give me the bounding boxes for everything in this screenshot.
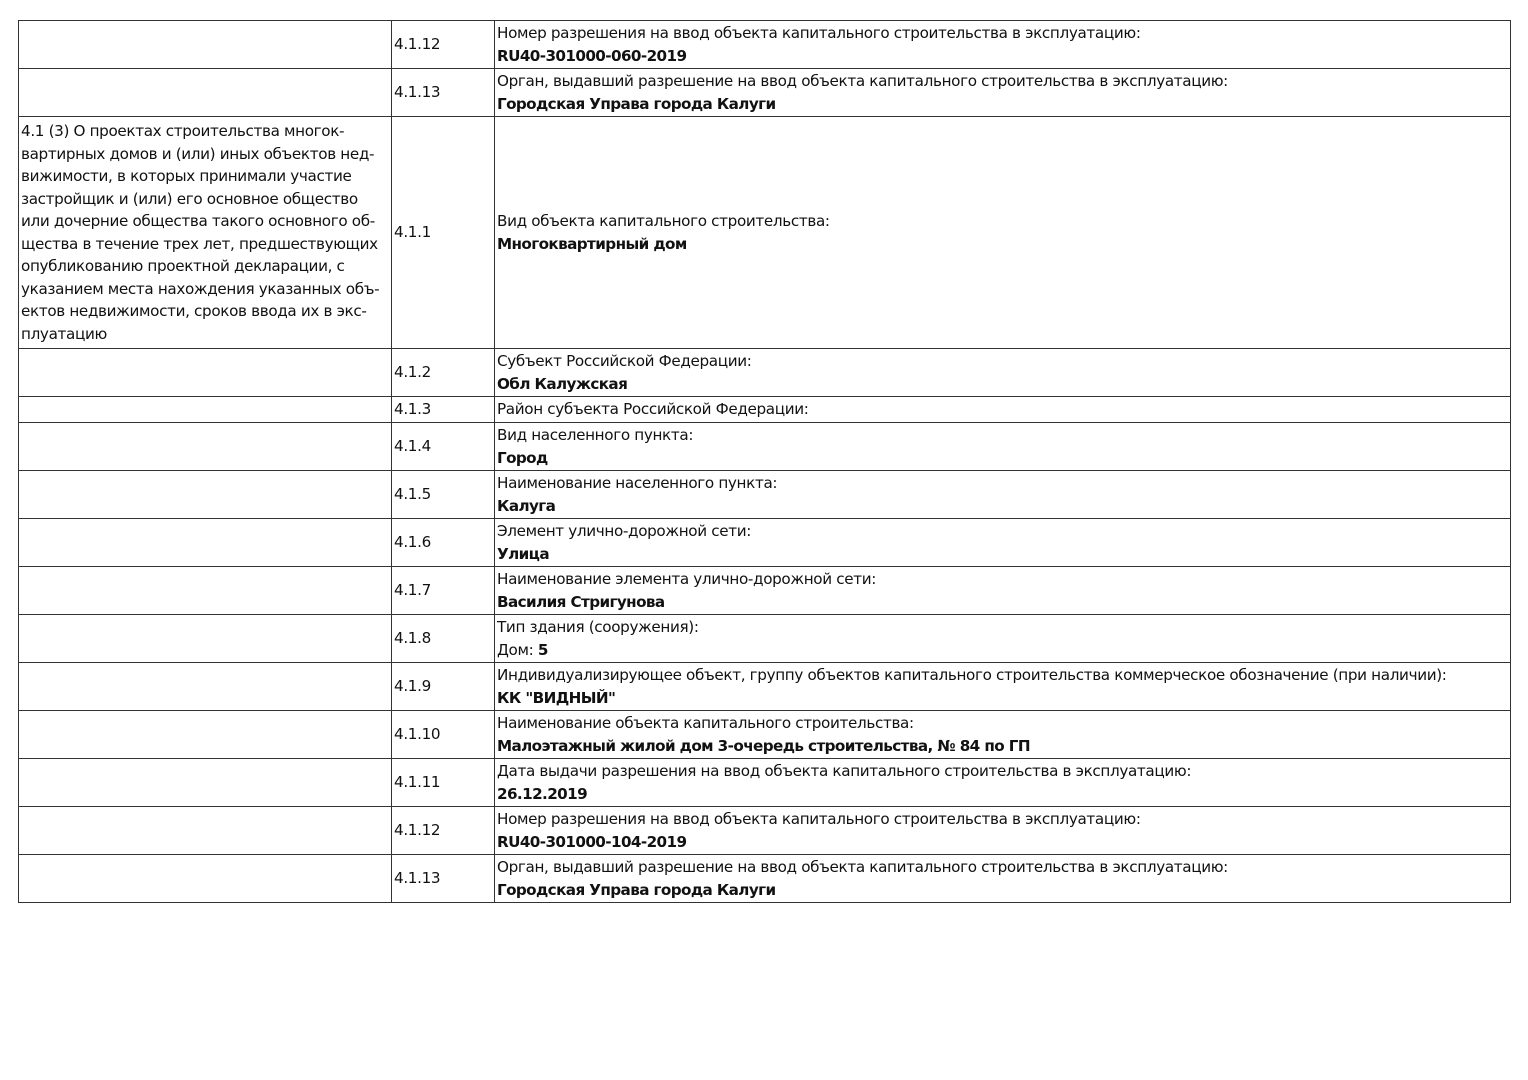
code-cell: 4.1.12 [392, 807, 495, 855]
code-cell: 4.1.9 [392, 663, 495, 711]
content-cell [495, 519, 1511, 567]
table-row [19, 711, 1511, 759]
section-cell [19, 567, 392, 615]
table-row [19, 423, 1511, 471]
section-cell [19, 807, 392, 855]
code-cell: 4.1.2 [392, 349, 495, 397]
code-cell: 4.1.8 [392, 615, 495, 663]
content-cell [495, 759, 1511, 807]
section-cell [19, 663, 392, 711]
field-label: Индивидуализирующее объект, группу объектов капитального строительства коммерческое обозначение (при наличии): [497, 666, 1447, 684]
declaration-table [18, 20, 1511, 903]
content-cell [495, 21, 1511, 69]
field-value: Многоквартирный дом [497, 234, 687, 253]
table-row [19, 397, 1511, 423]
field-label: Орган, выдавший разрешение на ввод объекта капитального строительства в эксплуатацию: [497, 858, 1228, 876]
section-cell [19, 349, 392, 397]
section-cell [19, 471, 392, 519]
field-value: RU40-301000-060-2019 [497, 46, 687, 65]
code-cell: 4.1.1 [392, 117, 495, 349]
table-row [19, 663, 1511, 711]
code-cell: 4.1.12 [392, 21, 495, 69]
field-value: Город [497, 448, 548, 467]
section-cell [19, 711, 392, 759]
table-row [19, 21, 1511, 69]
code-cell: 4.1.3 [392, 397, 495, 423]
table-row [19, 567, 1511, 615]
section-cell [19, 855, 392, 903]
field-value: КК "ВИДНЫЙ" [497, 688, 616, 707]
table-row [19, 519, 1511, 567]
content-cell [495, 349, 1511, 397]
code-cell: 4.1.6 [392, 519, 495, 567]
content-cell [495, 69, 1511, 117]
code-cell: 4.1.10 [392, 711, 495, 759]
field-label: Элемент улично-дорожной сети: [497, 522, 752, 540]
field-value: Калуга [497, 496, 556, 515]
table-row [19, 855, 1511, 903]
code-cell: 4.1.11 [392, 759, 495, 807]
section-cell [19, 21, 392, 69]
field-value-prefix: Дом: [497, 640, 538, 659]
content-cell [495, 807, 1511, 855]
field-label: Орган, выдавший разрешение на ввод объекта капитального строительства в эксплуатацию: [497, 72, 1228, 90]
content-cell [495, 855, 1511, 903]
table-row [19, 349, 1511, 397]
section-cell [19, 423, 392, 471]
field-label: Район субъекта Российской Федерации: [497, 400, 809, 419]
field-value: Городская Управа города Калуги [497, 880, 776, 899]
field-value: 5 [537, 640, 549, 659]
field-label: Субъект Российской Федерации: [497, 352, 752, 370]
table-row [19, 807, 1511, 855]
table-row [19, 759, 1511, 807]
section-cell [19, 69, 392, 117]
field-label: Номер разрешения на ввод объекта капитального строительства в эксплуатацию: [497, 810, 1141, 828]
field-label: Наименование объекта капитального строительства: [497, 714, 914, 732]
field-label: Тип здания (сооружения): [497, 618, 699, 636]
content-cell [495, 117, 1511, 349]
field-label: Дата выдачи разрешения на ввод объекта капитального строительства в эксплуатацию: [497, 762, 1192, 780]
table-row [19, 471, 1511, 519]
table-row [19, 69, 1511, 117]
field-value: Обл Калужская [497, 374, 628, 393]
field-value: Городская Управа города Калуги [497, 94, 776, 113]
field-label: Вид объекта капитального строительства: [497, 212, 830, 230]
table-row [19, 615, 1511, 663]
code-cell: 4.1.13 [392, 69, 495, 117]
code-cell: 4.1.4 [392, 423, 495, 471]
content-cell [495, 397, 1511, 423]
field-label: Номер разрешения на ввод объекта капитального строительства в эксплуатацию: [497, 24, 1141, 42]
content-cell [495, 423, 1511, 471]
code-cell: 4.1.13 [392, 855, 495, 903]
field-value-line [497, 639, 1508, 662]
content-cell [495, 567, 1511, 615]
field-value: Василия Стригунова [497, 592, 665, 611]
code-cell: 4.1.7 [392, 567, 495, 615]
code-cell: 4.1.5 [392, 471, 495, 519]
section-cell [19, 519, 392, 567]
section-heading-cell: 4.1 (3) О проектах строительства многок- вартирных домов и (или) иных объектов нед- вижимости, в которых принимали участие застройщик и (или) его основное общество или дочерние общества такого основного об- щества в течение трех лет, предшествующих опубликованию проектной декларации, с указанием места нахождения указанных объ- ектов недвижимости, сроков ввода их в экс- плуатацию [19, 117, 392, 349]
field-label: Наименование населенного пункта: [497, 474, 778, 492]
field-value: Улица [497, 544, 549, 563]
field-value: Малоэтажный жилой дом 3-очередь строительства, № 84 по ГП [497, 736, 1030, 755]
section-cell [19, 615, 392, 663]
table-row [19, 117, 1511, 349]
field-value: RU40-301000-104-2019 [497, 832, 687, 851]
content-cell [495, 471, 1511, 519]
content-cell [495, 663, 1511, 711]
content-cell [495, 711, 1511, 759]
field-value: 26.12.2019 [497, 784, 588, 803]
field-label: Наименование элемента улично-дорожной сети: [497, 570, 876, 588]
content-cell [495, 615, 1511, 663]
section-cell [19, 397, 392, 423]
field-label: Вид населенного пункта: [497, 426, 694, 444]
section-cell [19, 759, 392, 807]
